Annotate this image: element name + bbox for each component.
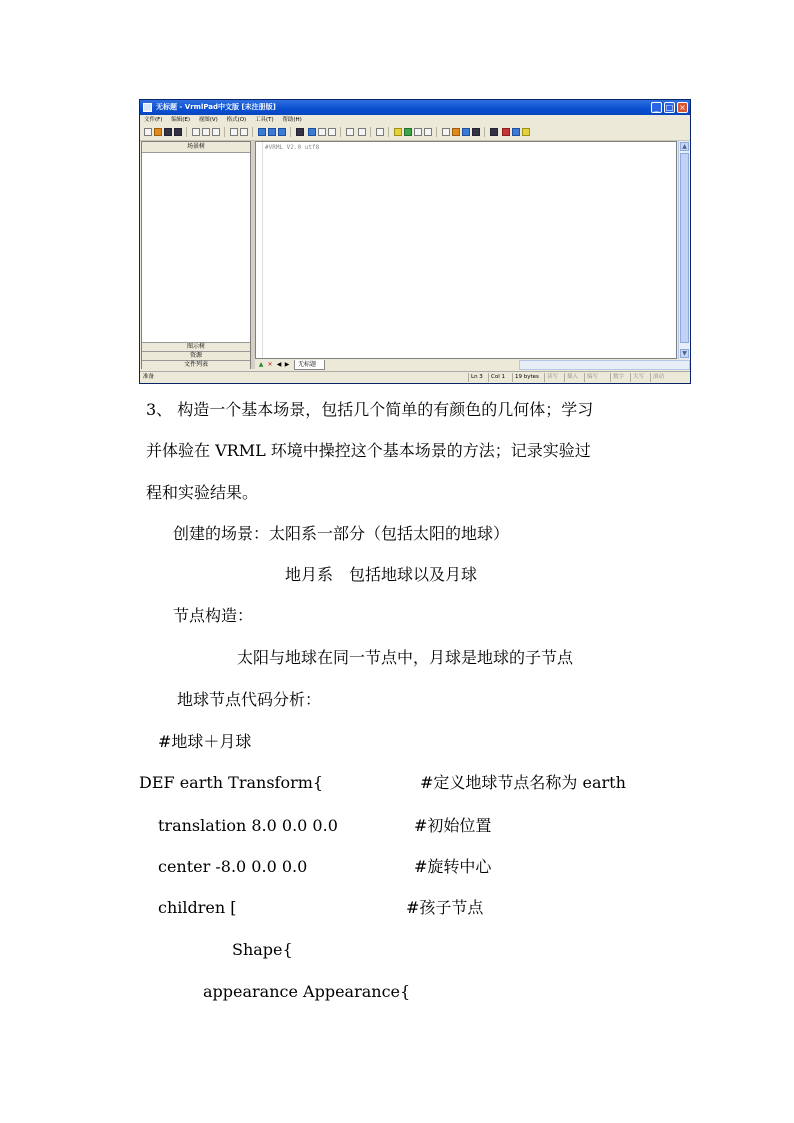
scroll-down-icon[interactable]: ▼: [680, 349, 689, 358]
toolbar-separator: [186, 127, 187, 137]
preview-icon[interactable]: [258, 128, 266, 136]
new-icon[interactable]: [144, 128, 152, 136]
status-readwrite: 读写: [544, 373, 558, 382]
refresh-icon[interactable]: [404, 128, 412, 136]
status-bar: [140, 371, 690, 383]
status-bytes: 19 bytes: [512, 373, 539, 382]
app-screenshot: [139, 99, 691, 384]
help-icon[interactable]: [512, 128, 520, 136]
panel-icon[interactable]: [278, 128, 286, 136]
horizontal-scrollbar[interactable]: [519, 360, 690, 370]
save-all-icon[interactable]: [174, 128, 182, 136]
tab-next-icon[interactable]: ▶: [284, 361, 290, 368]
status-caps: 大写: [630, 373, 644, 382]
color-icon[interactable]: [452, 128, 460, 136]
window-title: 无标题 - VrmlPad中文版 [未注册版]: [156, 103, 276, 111]
scene-tree-panel: [141, 141, 251, 369]
maximize-button[interactable]: □: [665, 103, 674, 112]
code-line: DEF earth Transform{: [139, 773, 324, 792]
paragraph-line: 3、 构造一个基本场景，包括几个简单的有颜色的几何体；学习: [146, 400, 594, 419]
code-line: children [: [158, 898, 237, 917]
scene-tree-header[interactable]: 场景树: [142, 142, 250, 153]
code-comment: #初始位置: [414, 816, 492, 835]
wrench-icon[interactable]: [442, 128, 450, 136]
node-icon[interactable]: [472, 128, 480, 136]
texture-icon[interactable]: [462, 128, 470, 136]
toolbar-separator: [290, 127, 291, 137]
toolbar: [140, 125, 690, 141]
code-comment: #旋转中心: [414, 857, 492, 876]
toolbar-separator: [436, 127, 437, 137]
editor-gutter: [256, 142, 263, 358]
close-button[interactable]: ×: [677, 102, 688, 113]
scroll-thumb[interactable]: [680, 153, 689, 343]
cut-icon[interactable]: [192, 128, 200, 136]
code-line: appearance Appearance{: [203, 982, 411, 1001]
paragraph-line: 地月系 包括地球以及月球: [285, 565, 478, 584]
toolbar-separator: [252, 127, 253, 137]
vertical-scrollbar[interactable]: [678, 141, 690, 359]
comment-icon[interactable]: [376, 128, 384, 136]
toolbar-separator: [224, 127, 225, 137]
status-insert: 插入: [564, 373, 578, 382]
tab-prev-icon[interactable]: ◀: [276, 361, 282, 368]
save-icon[interactable]: [164, 128, 172, 136]
paste-icon[interactable]: [212, 128, 220, 136]
editor-first-line: #VRML V2.0 utf8: [265, 144, 320, 151]
toolbar-separator: [340, 127, 341, 137]
code-line: center -8.0 0.0 0.0: [158, 857, 308, 876]
unindent-icon[interactable]: [358, 128, 366, 136]
status-edit: 编写: [584, 373, 598, 382]
paragraph-line: 并体验在 VRML 环境中操控这个基本场景的方法；记录实验过: [146, 441, 591, 460]
status-column: Col 1: [488, 373, 505, 382]
code-line: Shape{: [232, 940, 293, 959]
panel-tab-resources[interactable]: 资源: [142, 351, 250, 360]
tab-scroll-icon[interactable]: ▲: [258, 361, 264, 368]
find-prev-icon[interactable]: [328, 128, 336, 136]
minimize-button[interactable]: _: [651, 102, 662, 113]
print-icon[interactable]: [490, 128, 498, 136]
menu-help[interactable]: 帮助(H): [282, 117, 302, 123]
code-comment: #孩子节点: [406, 898, 484, 917]
outline-icon[interactable]: [268, 128, 276, 136]
menu-tools[interactable]: 工具(T): [254, 117, 274, 123]
status-scroll: 滚动: [650, 373, 664, 382]
menu-edit[interactable]: 编辑(E): [171, 117, 190, 123]
copy-icon[interactable]: [202, 128, 210, 136]
code-line: translation 8.0 0.0 0.0: [158, 816, 338, 835]
paragraph-line: 地球节点代码分析：: [177, 690, 322, 709]
paragraph-line: 太阳与地球在同一节点中，月球是地球的子节点: [237, 648, 574, 667]
paragraph-line: 节点构造：: [173, 606, 254, 625]
panel-tab-diagram[interactable]: 图示树: [142, 342, 250, 351]
menu-format[interactable]: 格式(O): [226, 117, 247, 123]
tool2-icon[interactable]: [424, 128, 432, 136]
status-num: 数字: [610, 373, 624, 382]
about-icon[interactable]: [522, 128, 530, 136]
document-tab[interactable]: 无标题: [294, 360, 325, 370]
panel-tab-file-list[interactable]: 文件列表: [142, 360, 250, 369]
gear-icon[interactable]: [502, 128, 510, 136]
undo-icon[interactable]: [230, 128, 238, 136]
find-next-icon[interactable]: [318, 128, 326, 136]
title-bar: [140, 100, 690, 115]
replace-icon[interactable]: [308, 128, 316, 136]
tool-icon[interactable]: [414, 128, 422, 136]
code-comment: #定义地球节点名称为 earth: [420, 773, 626, 792]
bookmark-icon[interactable]: [394, 128, 402, 136]
find-icon[interactable]: [296, 128, 304, 136]
toolbar-separator: [484, 127, 485, 137]
open-icon[interactable]: [154, 128, 162, 136]
status-text: 准备: [143, 374, 155, 380]
toolbar-separator: [370, 127, 371, 137]
tab-close-icon[interactable]: ✕: [267, 361, 273, 368]
paragraph-line: 创建的场景：太阳系一部分（包括太阳的地球）: [173, 524, 510, 543]
paragraph-line: 程和实验结果。: [146, 483, 259, 502]
document-tabs: [255, 360, 517, 370]
app-icon: [143, 103, 152, 112]
menu-view[interactable]: 视图(V): [198, 117, 218, 123]
indent-icon[interactable]: [346, 128, 354, 136]
menu-bar: [140, 115, 690, 125]
code-editor[interactable]: [255, 141, 677, 359]
scroll-up-icon[interactable]: ▲: [680, 142, 689, 151]
menu-file[interactable]: 文件(F): [144, 117, 163, 123]
redo-icon[interactable]: [240, 128, 248, 136]
paragraph-line: #地球＋月球: [158, 732, 252, 751]
status-line: Ln 3: [468, 373, 483, 382]
toolbar-separator: [388, 127, 389, 137]
